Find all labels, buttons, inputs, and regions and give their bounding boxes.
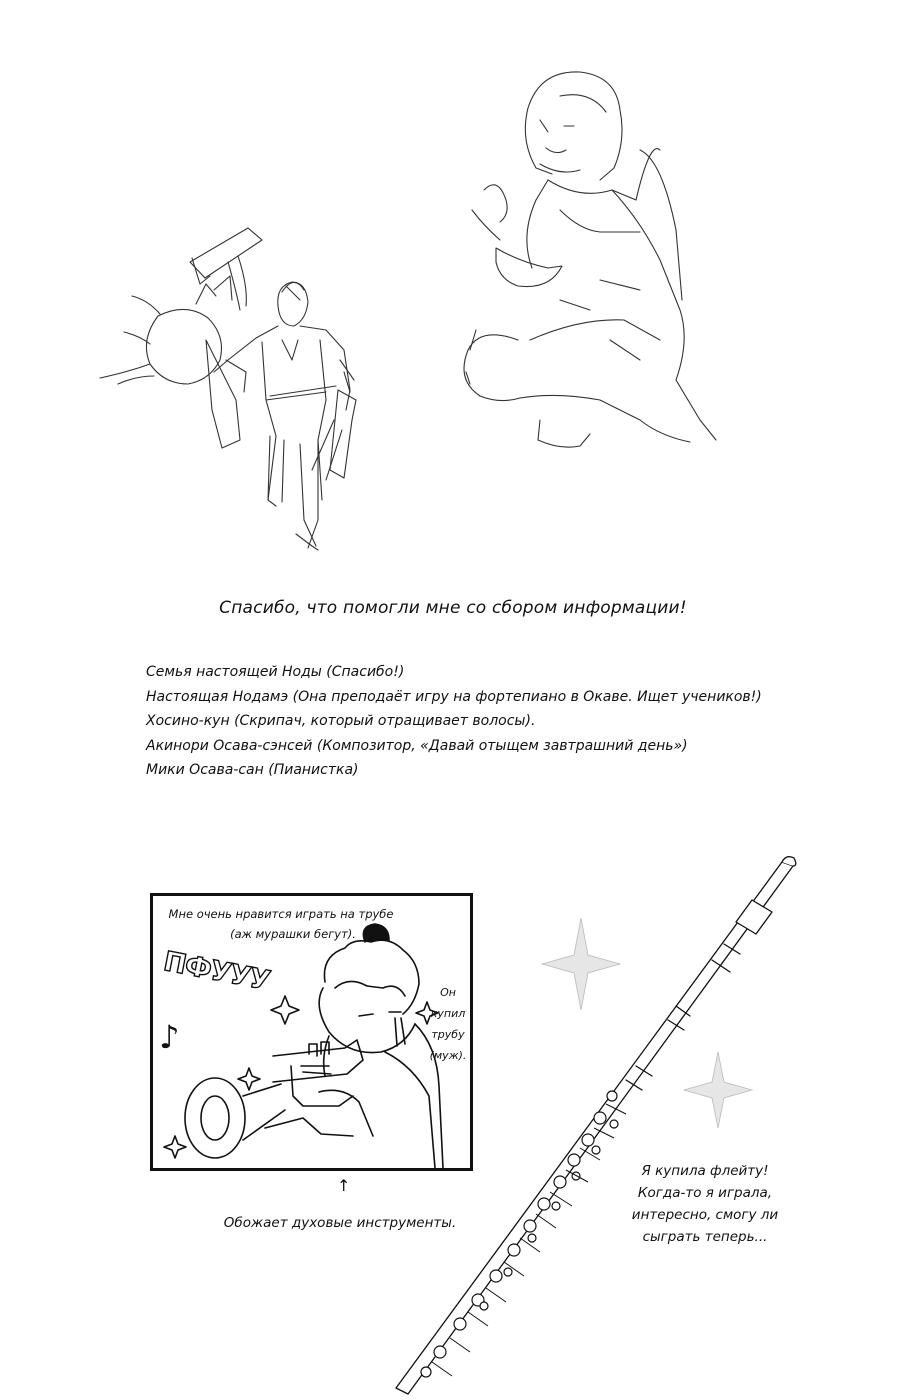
panel-caption-line: (аж мурашки бегут). bbox=[230, 927, 356, 941]
panel-side-line: Он bbox=[440, 986, 456, 999]
sparkle-icon bbox=[684, 1052, 752, 1128]
panel-side-line: трубу bbox=[431, 1028, 465, 1041]
credit-line: Семья настоящей Ноды (Спасибо!) bbox=[146, 664, 405, 680]
thanks-heading: Спасибо, что помогли мне со сбором информации! bbox=[219, 598, 687, 618]
panel-side-line: купил bbox=[430, 1007, 466, 1020]
panel-caption-line: Мне очень нравится играть на трубе bbox=[168, 907, 394, 921]
caption-left: Обожает духовые инструменты. bbox=[223, 1215, 457, 1231]
sparkle-icon bbox=[542, 918, 620, 1010]
caption-right-line: сыграть теперь... bbox=[642, 1229, 768, 1245]
credit-line: Настоящая Нодамэ (Она преподаёт игру на фортепиано в Окаве. Ищет учеников!) bbox=[146, 688, 762, 705]
panel-side-line: (муж). bbox=[429, 1049, 467, 1062]
sound-effect-text: ПФУУУ bbox=[161, 946, 272, 997]
credit-line: Хосино-кун (Скрипач, который отращивает волосы). bbox=[146, 713, 536, 729]
credit-line: Мики Осава-сан (Пианистка) bbox=[146, 762, 359, 778]
credit-line: Акинори Осава-сэнсей (Композитор, «Давай отыщем завтрашний день») bbox=[146, 737, 688, 754]
music-note-icon: ♪ bbox=[159, 1018, 180, 1056]
caption-right bbox=[610, 1160, 800, 1248]
caption-right-line: интересно, смогу ли bbox=[631, 1207, 779, 1223]
arrow-up-icon: ↑ bbox=[337, 1176, 351, 1195]
caption-right-line: Когда-то я играла, bbox=[637, 1185, 773, 1201]
caption-right-line: Я купила флейту! bbox=[641, 1163, 769, 1179]
